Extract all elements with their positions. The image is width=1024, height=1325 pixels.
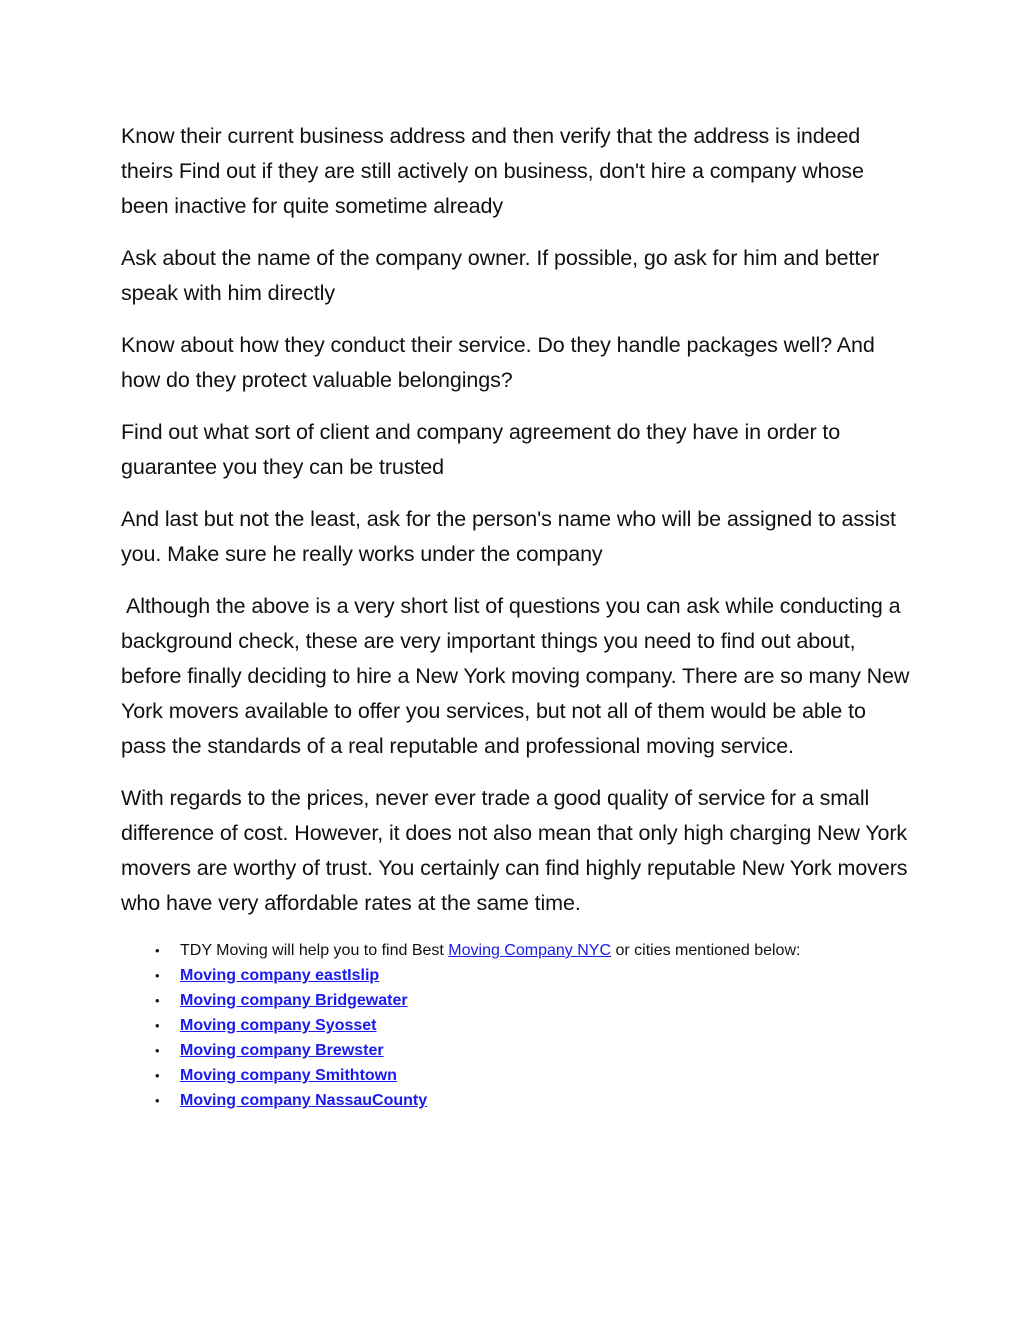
link-syosset[interactable]: Moving company Syosset bbox=[180, 1017, 377, 1034]
bullet-icon: • bbox=[155, 1043, 160, 1058]
bullet-icon: • bbox=[155, 968, 160, 983]
list-item bbox=[121, 988, 911, 1013]
moving-company-nyc-link[interactable]: Moving Company NYC bbox=[448, 942, 612, 959]
list-item bbox=[121, 1063, 911, 1088]
link-smithtown[interactable]: Moving company Smithtown bbox=[180, 1067, 397, 1084]
bullet-icon: • bbox=[155, 1068, 160, 1083]
intro-text-after: or cities mentioned below: bbox=[611, 942, 801, 959]
link-bridgewater[interactable]: Moving company Bridgewater bbox=[180, 992, 408, 1009]
paragraph-assigned-person: And last but not the least, ask for the person's name who will be assigned to assist you. Make sure he really works under the company bbox=[121, 507, 896, 566]
bullet-icon: • bbox=[155, 943, 160, 958]
link-brewster[interactable]: Moving company Brewster bbox=[180, 1042, 384, 1059]
document-page bbox=[121, 119, 911, 1113]
paragraph-company-owner: Ask about the name of the company owner. If possible, go ask for him and better speak with him directly bbox=[121, 246, 880, 305]
list-item bbox=[121, 1038, 911, 1063]
list-item bbox=[121, 938, 911, 963]
intro-text-before: TDY Moving will help you to find Best bbox=[180, 942, 449, 959]
paragraph-business-address: Know their current business address and then verify that the address is indeed theirs Find out if they are still actively on business, don't hire a company whose been inactive for quite sometime already bbox=[121, 124, 864, 218]
bullet-icon: • bbox=[155, 1018, 160, 1033]
list-item bbox=[121, 963, 911, 988]
link-eastislip[interactable]: Moving company eastIslip bbox=[180, 967, 380, 984]
link-nassaucounty[interactable]: Moving company NassauCounty bbox=[180, 1092, 428, 1109]
bullet-icon: • bbox=[155, 1093, 160, 1108]
list-item bbox=[121, 1088, 911, 1113]
paragraph-service-conduct: Know about how they conduct their service. Do they handle packages well? And how do they protect valuable belongings? bbox=[121, 333, 875, 392]
paragraph-agreement: Find out what sort of client and company agreement do they have in order to guarantee you they can be trusted bbox=[121, 420, 841, 479]
links-list bbox=[121, 938, 911, 1113]
paragraph-summary: Although the above is a very short list of questions you can ask while conducting a background check, these are very important things you need to find out about, before finally deciding to hire a New York moving company. There are so many New York movers available to offer you services, but not all of them would be able to pass the standards of a real reputable and professional moving service. bbox=[121, 594, 910, 758]
paragraph-prices: With regards to the prices, never ever trade a good quality of service for a small difference of cost. However, it does not also mean that only high charging New York movers are worthy of trust. You certainly can find highly reputable New York movers who have very affordable rates at the same time. bbox=[121, 786, 908, 915]
list-item bbox=[121, 1013, 911, 1038]
bullet-icon: • bbox=[155, 993, 160, 1008]
